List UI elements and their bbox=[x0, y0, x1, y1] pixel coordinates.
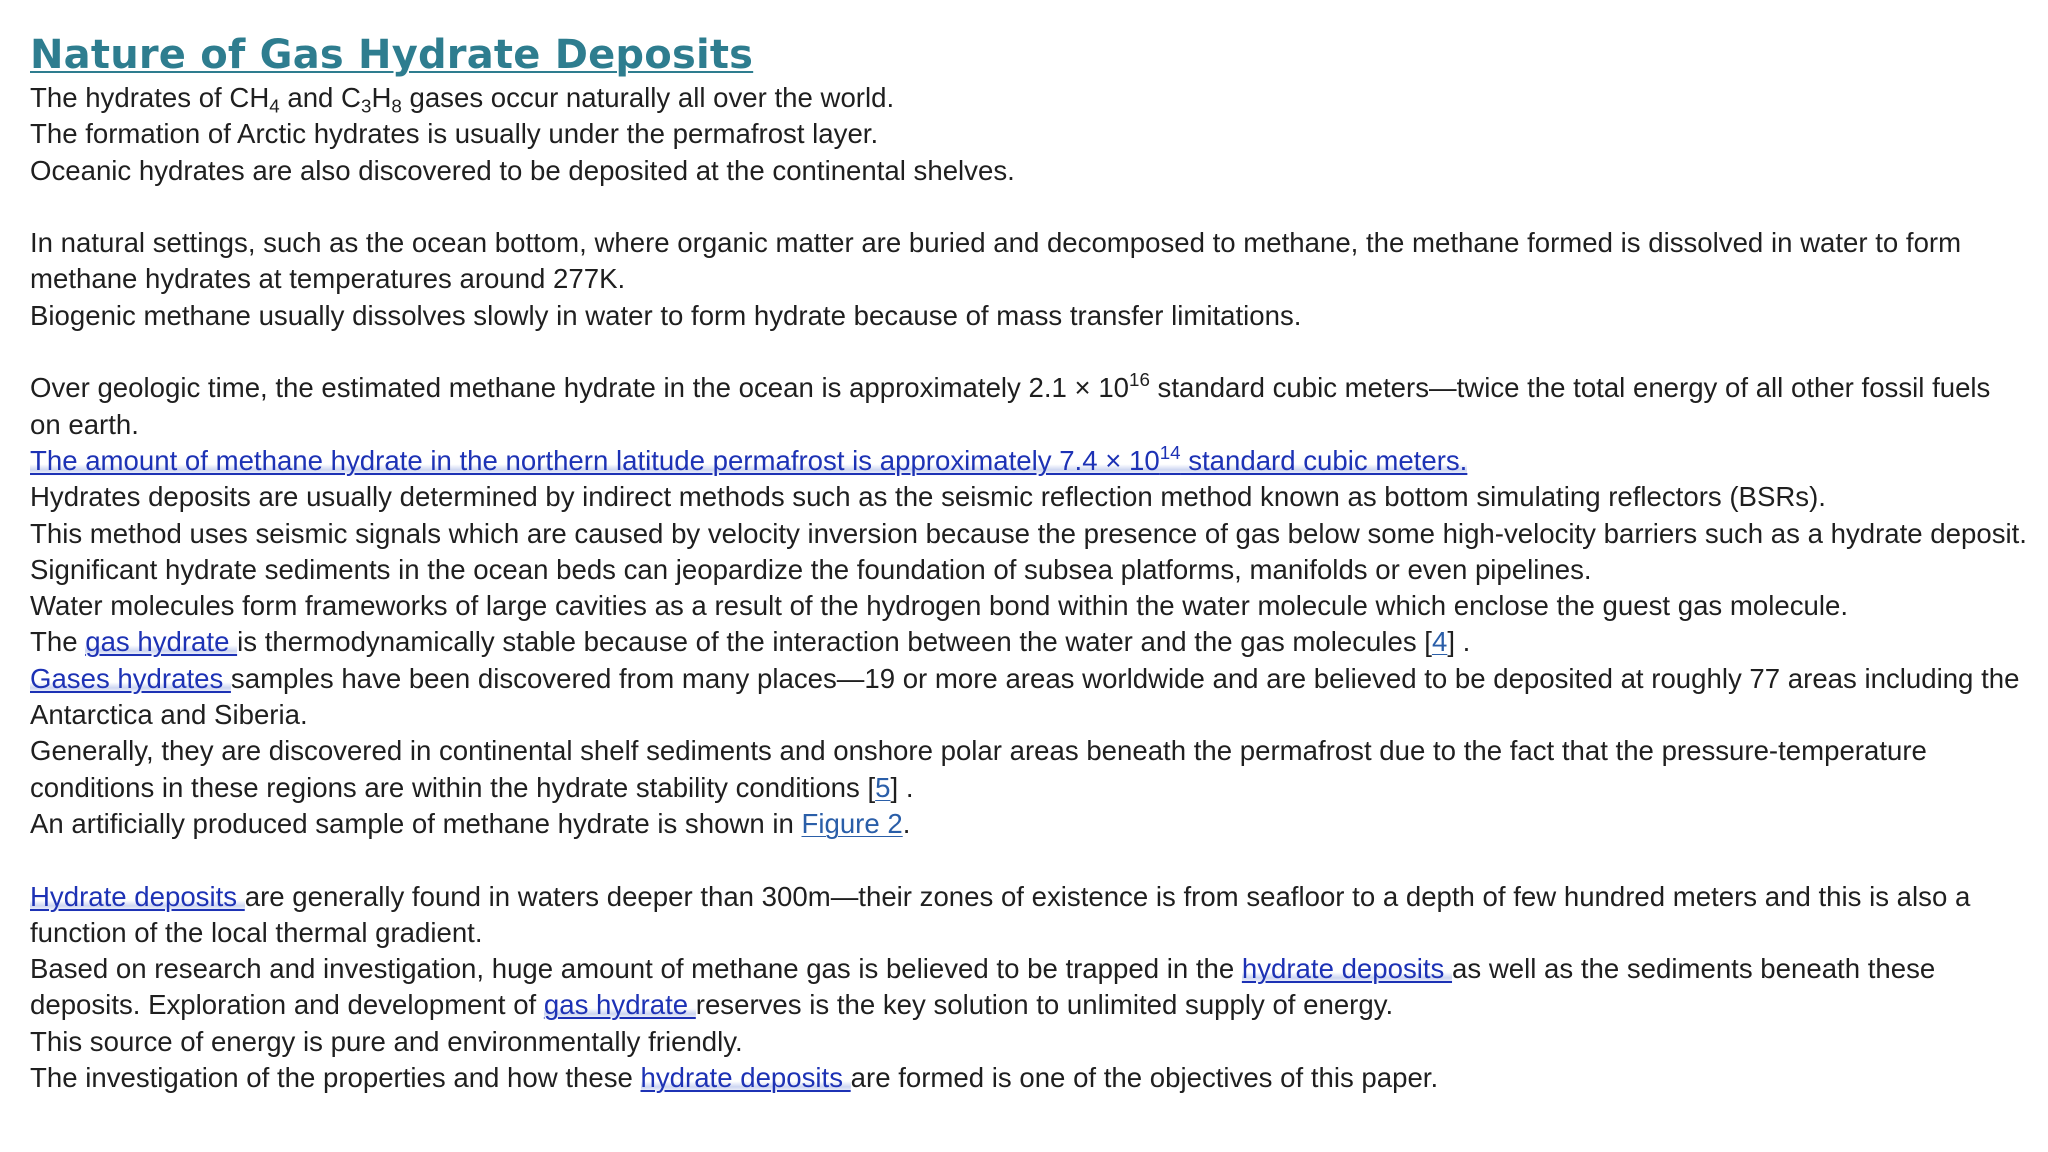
hydrate-deposits-link[interactable]: hydrate deposits bbox=[640, 1062, 851, 1094]
text-line: The hydrates of $CH_4$ and $C_3H_8$ gases occur naturally all over the world. bbox=[30, 82, 895, 117]
permafrost-hydrate-link[interactable]: The amount of methane hydrate in the northern latitude permafrost is approximately $7.4 \times 10^{14}$ standard cubic meters. bbox=[30, 441, 1468, 476]
reference-4-link[interactable]: 4 bbox=[1431, 626, 1448, 658]
paragraph-spacer bbox=[30, 189, 2030, 225]
text-line: on earth. bbox=[30, 408, 139, 440]
paragraph-spacer bbox=[30, 842, 2030, 878]
text-line: function of the local thermal gradient. bbox=[30, 916, 483, 948]
gas-hydrate-link[interactable]: gas hydrate bbox=[543, 989, 696, 1021]
text-line: deposits. Exploration and development of gas hydrate reserves is the key solution to unlimited supply of energy. bbox=[30, 989, 1394, 1021]
hydrate-deposits-link[interactable]: hydrate deposits bbox=[1241, 953, 1453, 985]
text-line: Gases hydrates samples have been discovered from many places—19 or more areas worldwide and are believed to be deposited at roughly 77 areas including the bbox=[30, 662, 2020, 694]
text-line: The formation of Arctic hydrates is usually under the permafrost layer. bbox=[30, 118, 879, 150]
text-line: methane hydrates at temperatures around 277K. bbox=[30, 263, 626, 295]
figure-2-link[interactable]: Figure 2 bbox=[801, 807, 903, 839]
text-line: Antarctica and Siberia. bbox=[30, 699, 308, 731]
text-line: The gas hydrate is thermodynamically stable because of the interaction between the water and the gas molecules [4] . bbox=[30, 626, 1471, 658]
page-title: Nature of Gas Hydrate Deposits bbox=[30, 32, 754, 78]
highlighted-link-line[interactable] bbox=[30, 443, 2030, 479]
text-line: In natural settings, such as the ocean bottom, where organic matter are buried and decomposed to methane, the methane formed is dissolved in water to form bbox=[30, 227, 1962, 259]
document-body bbox=[30, 80, 2030, 1096]
document-page bbox=[30, 30, 2030, 1096]
text-line: The investigation of the properties and how these hydrate deposits are formed is one of the objectives of this paper. bbox=[30, 1062, 1439, 1094]
text-line: This method uses seismic signals which are caused by velocity inversion because the presence of gas below some high-velocity barriers such as a hydrate deposit. bbox=[30, 517, 2027, 549]
text-line: Significant hydrate sediments in the ocean beds can jeopardize the foundation of subsea platforms, manifolds or even pipelines. bbox=[30, 553, 1592, 585]
gases-hydrates-link[interactable]: Gases hydrates bbox=[30, 662, 231, 694]
text-line: Over geologic time, the estimated methane hydrate in the ocean is approximately $2.1 \times 10^{16}$ standard cubic meters—twice the total energy of all other fossil fuels bbox=[30, 369, 1991, 404]
text-line: Oceanic hydrates are also discovered to be deposited at the continental shelves. bbox=[30, 154, 1015, 186]
text-line: Generally, they are discovered in continental shelf sediments and onshore polar areas beneath the permafrost due to the fact that the pressure-temperature bbox=[30, 735, 1927, 767]
text-line: Biogenic methane usually dissolves slowly in water to form hydrate because of mass transfer limitations. bbox=[30, 299, 1302, 331]
paragraph-spacer bbox=[30, 334, 2030, 370]
text-line: Water molecules form frameworks of large cavities as a result of the hydrogen bond within the water molecule which enclose the guest gas molecule. bbox=[30, 590, 1848, 622]
text-line: This source of energy is pure and environmentally friendly. bbox=[30, 1025, 743, 1057]
gas-hydrate-link[interactable]: gas hydrate bbox=[85, 626, 238, 658]
text-line: An artificially produced sample of methane hydrate is shown in Figure 2. bbox=[30, 807, 911, 839]
text-line: Based on research and investigation, huge amount of methane gas is believed to be trapped in the hydrate deposits as well as the sediments beneath these bbox=[30, 953, 1936, 985]
hydrate-deposits-link[interactable]: Hydrate deposits bbox=[30, 880, 245, 912]
text-line: Hydrate deposits are generally found in waters deeper than 300m—their zones of existence is from seafloor to a depth of few hundred meters and this is also a bbox=[30, 880, 1971, 912]
text-line: Hydrates deposits are usually determined by indirect methods such as the seismic reflection method known as bottom simulating reflectors (BSRs). bbox=[30, 481, 1826, 513]
reference-5-link[interactable]: 5 bbox=[875, 771, 891, 803]
text-line: conditions in these regions are within the hydrate stability conditions [5] . bbox=[30, 771, 914, 803]
